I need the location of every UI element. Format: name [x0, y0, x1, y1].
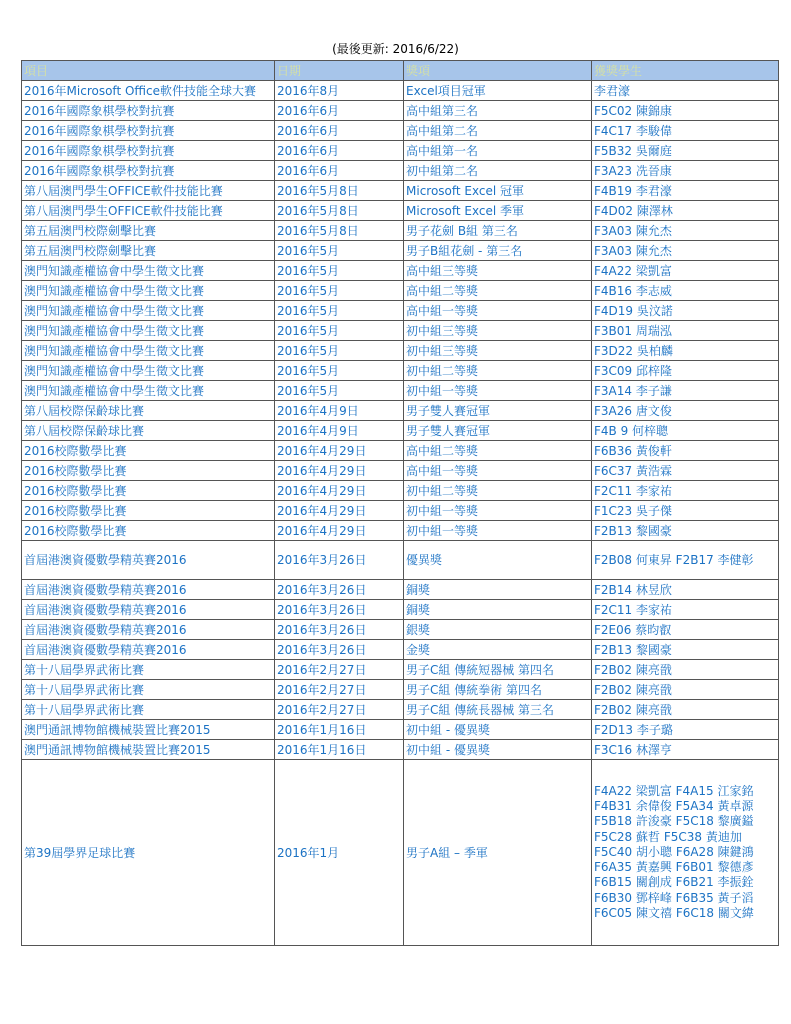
table-row — [22, 700, 779, 720]
cell-award: 高中組第二名 — [404, 121, 592, 141]
cell-award: 男子A組 – 季軍 — [404, 760, 592, 946]
cell-award: 男子C組 傳統長器械 第三名 — [404, 700, 592, 720]
student-line: F6B15 關創成 F6B21 李振銓 — [594, 875, 754, 890]
table-row — [22, 580, 779, 600]
cell-event: 2016校際數學比賽 — [22, 481, 275, 501]
cell-event: 第八屆校際保齡球比賽 — [22, 421, 275, 441]
cell-award: 高中組第一名 — [404, 141, 592, 161]
cell-students: F4D02 陳澤林 — [592, 201, 779, 221]
cell-date: 2016年5月 — [275, 381, 404, 401]
cell-date: 2016年4月29日 — [275, 481, 404, 501]
cell-award: 初中組一等獎 — [404, 501, 592, 521]
cell-date: 2016年3月26日 — [275, 640, 404, 660]
table-row — [22, 81, 779, 101]
cell-event: 澳門通訊博物館機械裝置比賽2015 — [22, 720, 275, 740]
table-row — [22, 720, 779, 740]
table-row — [22, 461, 779, 481]
cell-award: 高中組二等獎 — [404, 281, 592, 301]
cell-award: 高中組二等獎 — [404, 441, 592, 461]
cell-event: 第五屆澳門校際劍擊比賽 — [22, 241, 275, 261]
table-row — [22, 321, 779, 341]
cell-students: F4B19 李君濠 — [592, 181, 779, 201]
cell-award: 初中組 - 優異獎 — [404, 720, 592, 740]
table-row — [22, 241, 779, 261]
cell-date: 2016年2月27日 — [275, 700, 404, 720]
cell-date: 2016年4月29日 — [275, 441, 404, 461]
cell-award: 銅獎 — [404, 580, 592, 600]
table-row — [22, 161, 779, 181]
cell-students: 李君濠 — [592, 81, 779, 101]
cell-event: 2016年國際象棋學校對抗賽 — [22, 121, 275, 141]
cell-students: F2B13 黎國豪 — [592, 640, 779, 660]
cell-event: 澳門知識產權協會中學生徵文比賽 — [22, 301, 275, 321]
cell-award: 高中組第三名 — [404, 101, 592, 121]
cell-event: 2016校際數學比賽 — [22, 461, 275, 481]
cell-date: 2016年3月26日 — [275, 541, 404, 580]
cell-date: 2016年4月9日 — [275, 421, 404, 441]
cell-students: F4C17 李駿偉 — [592, 121, 779, 141]
table-row — [22, 381, 779, 401]
cell-students: F4B 9 何梓聰 — [592, 421, 779, 441]
cell-date: 2016年5月 — [275, 341, 404, 361]
table-row — [22, 301, 779, 321]
cell-event: 澳門知識產權協會中學生徵文比賽 — [22, 381, 275, 401]
cell-date: 2016年3月26日 — [275, 600, 404, 620]
cell-date: 2016年4月29日 — [275, 521, 404, 541]
cell-award: Microsoft Excel 季軍 — [404, 201, 592, 221]
cell-date: 2016年8月 — [275, 81, 404, 101]
cell-event: 澳門知識產權協會中學生徵文比賽 — [22, 341, 275, 361]
cell-date: 2016年5月8日 — [275, 221, 404, 241]
cell-date: 2016年6月 — [275, 161, 404, 181]
cell-event: 第39屆學界足球比賽 — [22, 760, 275, 946]
cell-award: 初中組二等獎 — [404, 481, 592, 501]
cell-date: 2016年5月8日 — [275, 201, 404, 221]
table-row — [22, 401, 779, 421]
cell-students: F3A03 陳允杰 — [592, 221, 779, 241]
header-award: 獎項 — [404, 61, 592, 81]
table-row — [22, 181, 779, 201]
cell-award: 初中組 - 優異獎 — [404, 740, 592, 760]
cell-award: Microsoft Excel 冠軍 — [404, 181, 592, 201]
cell-date: 2016年1月16日 — [275, 720, 404, 740]
table-row — [22, 501, 779, 521]
cell-date: 2016年5月 — [275, 301, 404, 321]
cell-students: F3B01 周瑞泓 — [592, 321, 779, 341]
cell-students: F2B02 陳亮戩 — [592, 680, 779, 700]
award-rows — [22, 81, 779, 946]
cell-date: 2016年2月27日 — [275, 660, 404, 680]
cell-event: 澳門知識產權協會中學生徵文比賽 — [22, 261, 275, 281]
cell-award: Excel項目冠軍 — [404, 81, 592, 101]
cell-event: 首屆港澳資優數學精英賽2016 — [22, 620, 275, 640]
cell-event: 首屆港澳資優數學精英賽2016 — [22, 600, 275, 620]
cell-event: 第五屆澳門校際劍擊比賽 — [22, 221, 275, 241]
cell-award: 初中組一等獎 — [404, 521, 592, 541]
cell-students: F3A03 陳允杰 — [592, 241, 779, 261]
table-row — [22, 101, 779, 121]
header-students: 獲獎學生 — [592, 61, 779, 81]
awards-table — [21, 60, 779, 946]
table-row — [22, 760, 779, 946]
cell-award: 初中組一等獎 — [404, 381, 592, 401]
table-row — [22, 281, 779, 301]
table-row — [22, 680, 779, 700]
cell-students: F6B36 黃俊軒 — [592, 441, 779, 461]
student-line: F5C28 蘇哲 F5C38 黃迪加 — [594, 829, 742, 844]
header-event: 項目 — [22, 61, 275, 81]
cell-date: 2016年2月27日 — [275, 680, 404, 700]
cell-date: 2016年5月 — [275, 241, 404, 261]
cell-students: F2B14 林昱欣 — [592, 580, 779, 600]
table-row — [22, 341, 779, 361]
table-row — [22, 441, 779, 461]
header-date: 日期 — [275, 61, 404, 81]
cell-students: F3D22 吳柏麟 — [592, 341, 779, 361]
table-row — [22, 481, 779, 501]
cell-date: 2016年4月9日 — [275, 401, 404, 421]
cell-award: 銀獎 — [404, 620, 592, 640]
cell-award: 男子C組 傳統拳術 第四名 — [404, 680, 592, 700]
student-line: F6B30 鄧梓峰 F6B35 黃子滔 — [594, 890, 754, 905]
table-row — [22, 660, 779, 680]
cell-students: F2B02 陳亮戩 — [592, 700, 779, 720]
student-line: F5C40 胡小聰 F6A28 陳鍵鴻 — [594, 844, 754, 859]
table-row — [22, 740, 779, 760]
cell-award: 初中組三等獎 — [404, 341, 592, 361]
cell-event: 首屆港澳資優數學精英賽2016 — [22, 541, 275, 580]
cell-students: F5C02 陳錦康 — [592, 101, 779, 121]
cell-award: 銅獎 — [404, 600, 592, 620]
student-line: F5B18 許浚豪 F5C18 黎廣鎰 — [594, 814, 754, 829]
cell-date: 2016年4月29日 — [275, 501, 404, 521]
table-row — [22, 521, 779, 541]
cell-award: 金獎 — [404, 640, 592, 660]
cell-students: F3C09 邱梓隆 — [592, 361, 779, 381]
cell-date: 2016年6月 — [275, 101, 404, 121]
cell-award: 男子花劍 B組 第三名 — [404, 221, 592, 241]
cell-event: 2016年國際象棋學校對抗賽 — [22, 141, 275, 161]
table-row — [22, 121, 779, 141]
cell-award: 初中組二等獎 — [404, 361, 592, 381]
cell-event: 2016校際數學比賽 — [22, 441, 275, 461]
cell-award: 男子B組花劍 - 第三名 — [404, 241, 592, 261]
cell-date: 2016年5月 — [275, 361, 404, 381]
cell-date: 2016年3月26日 — [275, 620, 404, 640]
cell-students: F3A14 李子謙 — [592, 381, 779, 401]
cell-students: F2D13 李子璐 — [592, 720, 779, 740]
cell-date: 2016年1月 — [275, 760, 404, 946]
cell-award: 男子C組 傳統短器械 第四名 — [404, 660, 592, 680]
table-row — [22, 600, 779, 620]
cell-event: 第十八屆學界武術比賽 — [22, 680, 275, 700]
last-updated: (最後更新: 2016/6/22) — [332, 42, 459, 56]
cell-students — [592, 760, 779, 946]
cell-event: 第十八屆學界武術比賽 — [22, 660, 275, 680]
cell-students: F3A23 冼晉康 — [592, 161, 779, 181]
cell-event: 第十八屆學界武術比賽 — [22, 700, 275, 720]
cell-award: 男子雙人賽冠軍 — [404, 421, 592, 441]
cell-event: 2016校際數學比賽 — [22, 521, 275, 541]
table-row — [22, 261, 779, 281]
cell-students: F2E06 蔡昀叡 — [592, 620, 779, 640]
table-row — [22, 141, 779, 161]
student-line: F4A22 梁凱富 F4A15 江家銘 — [594, 783, 754, 798]
cell-date: 2016年5月 — [275, 321, 404, 341]
cell-students: F2B02 陳亮戩 — [592, 660, 779, 680]
table-header-row — [22, 61, 779, 81]
table-row — [22, 541, 779, 580]
cell-event: 澳門知識產權協會中學生徵文比賽 — [22, 361, 275, 381]
cell-award: 男子雙人賽冠軍 — [404, 401, 592, 421]
cell-event: 2016年國際象棋學校對抗賽 — [22, 161, 275, 181]
cell-event: 2016年Microsoft Office軟件技能全球大賽 — [22, 81, 275, 101]
cell-event: 第八屆澳門學生OFFICE軟件技能比賽 — [22, 201, 275, 221]
table-row — [22, 421, 779, 441]
cell-date: 2016年3月26日 — [275, 580, 404, 600]
cell-award: 高中組一等獎 — [404, 461, 592, 481]
cell-students: F4B16 李志威 — [592, 281, 779, 301]
cell-event: 首屆港澳資優數學精英賽2016 — [22, 640, 275, 660]
cell-event: 2016校際數學比賽 — [22, 501, 275, 521]
cell-event: 首屆港澳資優數學精英賽2016 — [22, 580, 275, 600]
table-row — [22, 620, 779, 640]
cell-date: 2016年6月 — [275, 141, 404, 161]
cell-event: 澳門知識產權協會中學生徵文比賽 — [22, 321, 275, 341]
cell-students: F3C16 林澤亨 — [592, 740, 779, 760]
cell-date: 2016年5月 — [275, 261, 404, 281]
cell-date: 2016年5月8日 — [275, 181, 404, 201]
cell-event: 澳門知識產權協會中學生徵文比賽 — [22, 281, 275, 301]
table-row — [22, 221, 779, 241]
cell-event: 2016年國際象棋學校對抗賽 — [22, 101, 275, 121]
cell-students: F2B13 黎國豪 — [592, 521, 779, 541]
cell-date: 2016年1月16日 — [275, 740, 404, 760]
cell-award: 高中組一等獎 — [404, 301, 592, 321]
cell-students: F6C37 黃浩霖 — [592, 461, 779, 481]
cell-students: F5B32 吳爾庭 — [592, 141, 779, 161]
cell-students: F2B08 何東昇 F2B17 李健彰 — [592, 541, 779, 580]
student-line: F6A35 黃嘉興 F6B01 黎德彥 — [594, 860, 754, 875]
table-row — [22, 361, 779, 381]
cell-students: F3A26 唐文俊 — [592, 401, 779, 421]
cell-date: 2016年6月 — [275, 121, 404, 141]
cell-students: F1C23 吳子傑 — [592, 501, 779, 521]
table-row — [22, 201, 779, 221]
cell-students: F4D19 吳汶諾 — [592, 301, 779, 321]
cell-award: 初中組三等獎 — [404, 321, 592, 341]
cell-date: 2016年4月29日 — [275, 461, 404, 481]
student-line: F6C05 陳文禧 F6C18 關文緯 — [594, 906, 754, 921]
cell-students: F2C11 李家祐 — [592, 481, 779, 501]
cell-event: 第八屆澳門學生OFFICE軟件技能比賽 — [22, 181, 275, 201]
cell-award: 初中組第二名 — [404, 161, 592, 181]
cell-students: F4A22 梁凱富 — [592, 261, 779, 281]
table-row — [22, 640, 779, 660]
cell-award: 高中組三等獎 — [404, 261, 592, 281]
cell-event: 澳門通訊博物館機械裝置比賽2015 — [22, 740, 275, 760]
cell-date: 2016年5月 — [275, 281, 404, 301]
cell-students: F2C11 李家祐 — [592, 600, 779, 620]
cell-event: 第八屆校際保齡球比賽 — [22, 401, 275, 421]
cell-award: 優異獎 — [404, 541, 592, 580]
student-line: F4B31 余偉俊 F5A34 黃卓源 — [594, 798, 754, 813]
